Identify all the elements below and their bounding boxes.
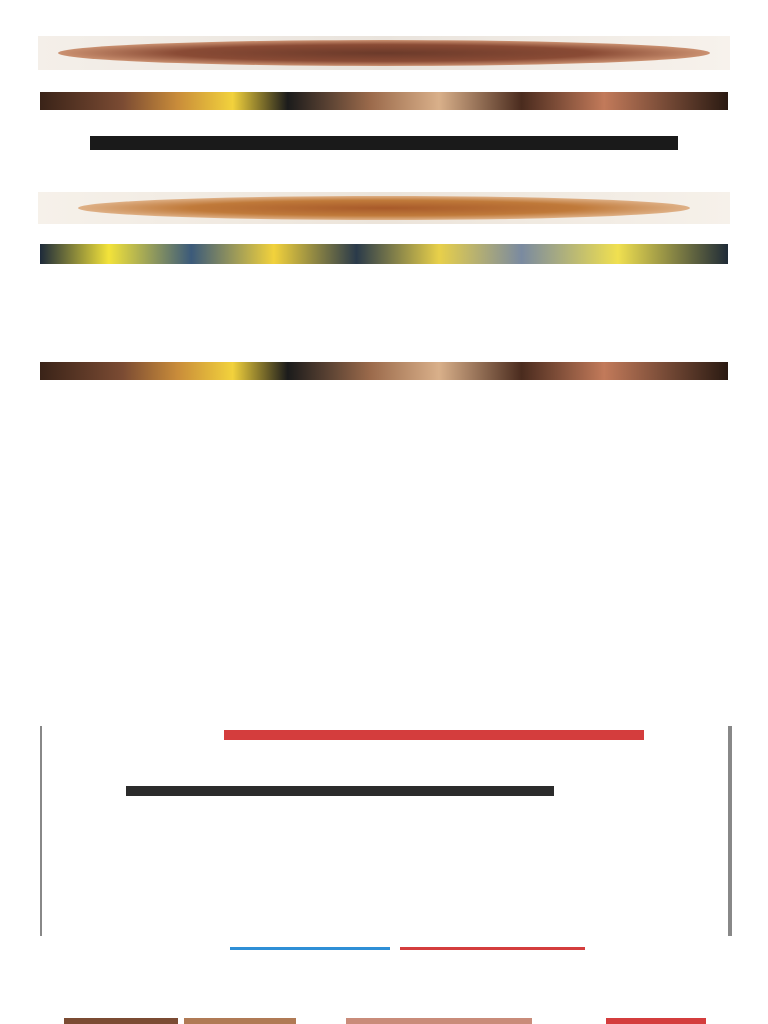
body-paragraph (40, 384, 728, 440)
video-banner-label (90, 136, 678, 150)
section-heading (40, 658, 728, 674)
related-post-thumbnail[interactable] (64, 1018, 178, 1024)
post-title (60, 6, 708, 32)
related-post-thumbnail[interactable] (184, 1018, 296, 1024)
recipe-title (120, 738, 648, 752)
related-post-thumbnail[interactable] (346, 1018, 532, 1024)
image-strip (40, 92, 728, 110)
body-paragraph (40, 676, 728, 720)
image-strip (40, 244, 728, 264)
body-paragraph (40, 628, 728, 656)
body-paragraph (40, 152, 728, 188)
body-paragraph (40, 476, 728, 526)
recipe-card (40, 726, 732, 936)
body-paragraph (40, 226, 728, 242)
video-banner[interactable] (90, 136, 678, 150)
notes-heading (126, 880, 686, 892)
image-strip (40, 362, 728, 380)
share-button-facebook[interactable] (230, 947, 390, 950)
body-paragraph (40, 348, 728, 360)
hero-image (38, 36, 730, 70)
related-post-thumbnail[interactable] (606, 1018, 706, 1024)
instructions-heading (126, 842, 686, 854)
body-paragraph (40, 266, 728, 314)
share-button-pinterest[interactable] (400, 947, 585, 950)
recipe-image (38, 192, 730, 224)
section-heading (40, 612, 728, 628)
related-posts-heading (40, 954, 540, 966)
body-paragraph (40, 562, 728, 610)
ingredients-heading (126, 810, 686, 822)
recipe-info-bar (126, 786, 554, 796)
body-paragraph (40, 112, 728, 134)
recipe-info-text (126, 786, 554, 796)
